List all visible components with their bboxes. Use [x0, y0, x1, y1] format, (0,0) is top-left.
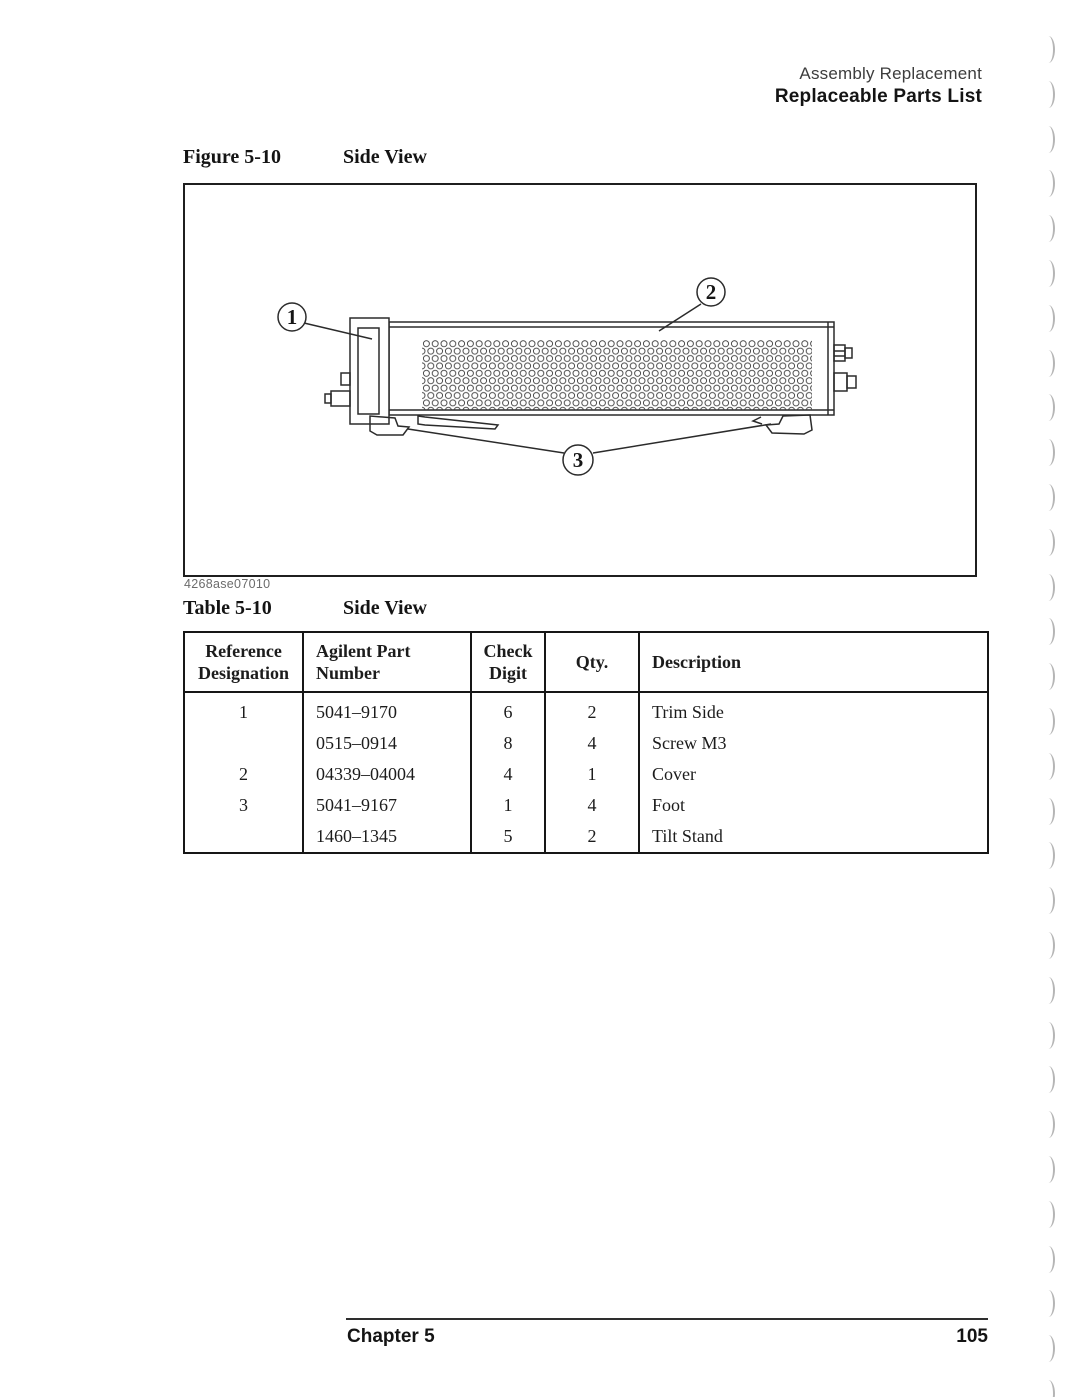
- check-digit: 6: [471, 692, 545, 728]
- check-digit: 5: [471, 821, 545, 853]
- callout-number-1: 1: [286, 305, 298, 329]
- binding-mark-icon: [1042, 126, 1055, 153]
- table-title: Side View: [343, 597, 427, 619]
- table-label: Table 5-10: [183, 597, 272, 619]
- part-number: 04339–04004: [303, 759, 471, 790]
- check-digit: 8: [471, 728, 545, 759]
- qty: 1: [545, 759, 639, 790]
- leader-3-right: [593, 424, 771, 453]
- binding-mark-icon: [1042, 350, 1055, 377]
- ref-designation: [184, 821, 303, 853]
- description: Trim Side: [639, 692, 988, 728]
- figure-title: Side View: [343, 146, 427, 168]
- ref-designation: 3: [239, 795, 248, 815]
- right-foot: [766, 415, 812, 434]
- table-row: [184, 728, 988, 759]
- figure-image-code: 4268ase07010: [184, 577, 271, 591]
- ref-designation: 1: [239, 702, 248, 722]
- table-row: [184, 759, 988, 790]
- binding-mark-icon: [1042, 394, 1055, 421]
- binding-mark-icon: [1042, 81, 1055, 108]
- col-header-description: Description: [639, 632, 988, 692]
- binding-mark-icon: [1042, 618, 1055, 645]
- qty: 4: [545, 728, 639, 759]
- binding-mark-icon: [1042, 977, 1055, 1004]
- ventilation-grille: [422, 340, 812, 410]
- col-header-part-number: Agilent Part Number: [303, 632, 471, 692]
- table-row: [184, 821, 988, 853]
- table-row: [184, 692, 988, 728]
- left-connectors: [325, 373, 350, 406]
- ref-designation: 2: [239, 764, 248, 784]
- callout-number-2: 2: [705, 280, 717, 304]
- leader-3-left: [408, 429, 564, 453]
- binding-mark-icon: [1042, 170, 1055, 197]
- binding-mark-icon: [1042, 305, 1055, 332]
- table-heading: [183, 597, 427, 620]
- side-view-drawing: [185, 185, 975, 575]
- callout-number-3: 3: [572, 448, 584, 472]
- description: Cover: [639, 759, 988, 790]
- check-digit: 4: [471, 759, 545, 790]
- binding-mark-icon: [1042, 1111, 1055, 1138]
- front-trim: [350, 318, 389, 424]
- table-row: [184, 790, 988, 821]
- binding-mark-icon: [1042, 1022, 1055, 1049]
- right-connectors: [834, 345, 856, 391]
- part-number: 5041–9167: [303, 790, 471, 821]
- binding-mark-icon: [1042, 215, 1055, 242]
- parts-table: [183, 631, 989, 854]
- description: Screw M3: [639, 728, 988, 759]
- figure-label: Figure 5-10: [183, 146, 281, 168]
- binding-mark-icon: [1042, 439, 1055, 466]
- qty: 2: [545, 821, 639, 853]
- footer-rule: [346, 1318, 988, 1320]
- check-digit: 1: [471, 790, 545, 821]
- qty: 2: [545, 692, 639, 728]
- description: Tilt Stand: [639, 821, 988, 853]
- footer-chapter: Chapter 5: [347, 1326, 435, 1347]
- figure-heading: [183, 146, 427, 169]
- binding-mark-icon: [1042, 1290, 1055, 1317]
- header-chapter-title: Assembly Replacement: [799, 64, 982, 83]
- header-section-title: Replaceable Parts List: [774, 86, 982, 107]
- binding-mark-icon: [1042, 663, 1055, 690]
- binding-mark-icon: [1042, 842, 1055, 869]
- binding-mark-icon: [1042, 1156, 1055, 1183]
- footer-page-number: 105: [956, 1326, 988, 1347]
- binding-mark-icon: [1042, 798, 1055, 825]
- binding-mark-icon: [1042, 529, 1055, 556]
- binding-mark-icon: [1042, 574, 1055, 601]
- binding-mark-icon: [1042, 753, 1055, 780]
- binding-mark-icon: [1042, 708, 1055, 735]
- binding-mark-icon: [1042, 887, 1055, 914]
- binding-mark-icon: [1042, 1201, 1055, 1228]
- part-number: 0515–0914: [303, 728, 471, 759]
- table-header-row: [184, 632, 988, 692]
- col-header-reference-designation: Reference Designation: [184, 632, 303, 692]
- qty: 4: [545, 790, 639, 821]
- col-header-qty: Qty.: [545, 632, 639, 692]
- page-header: [775, 62, 982, 108]
- part-number: 1460–1345: [303, 821, 471, 853]
- binding-mark-icon: [1042, 1066, 1055, 1093]
- binding-mark-icon: [1042, 932, 1055, 959]
- part-number: 5041–9170: [303, 692, 471, 728]
- ref-designation: [184, 728, 303, 759]
- binding-mark-icon: [1042, 260, 1055, 287]
- binding-mark-icon: [1042, 484, 1055, 511]
- binding-mark-icon: [1042, 36, 1055, 63]
- tilt-bail: [418, 416, 498, 429]
- binding-mark-icon: [1042, 1246, 1055, 1273]
- binding-mark-icon: [1042, 1335, 1055, 1362]
- figure-frame: [183, 183, 977, 577]
- description: Foot: [639, 790, 988, 821]
- col-header-check-digit: Check Digit: [471, 632, 545, 692]
- binding-mark-icon: [1042, 1380, 1055, 1397]
